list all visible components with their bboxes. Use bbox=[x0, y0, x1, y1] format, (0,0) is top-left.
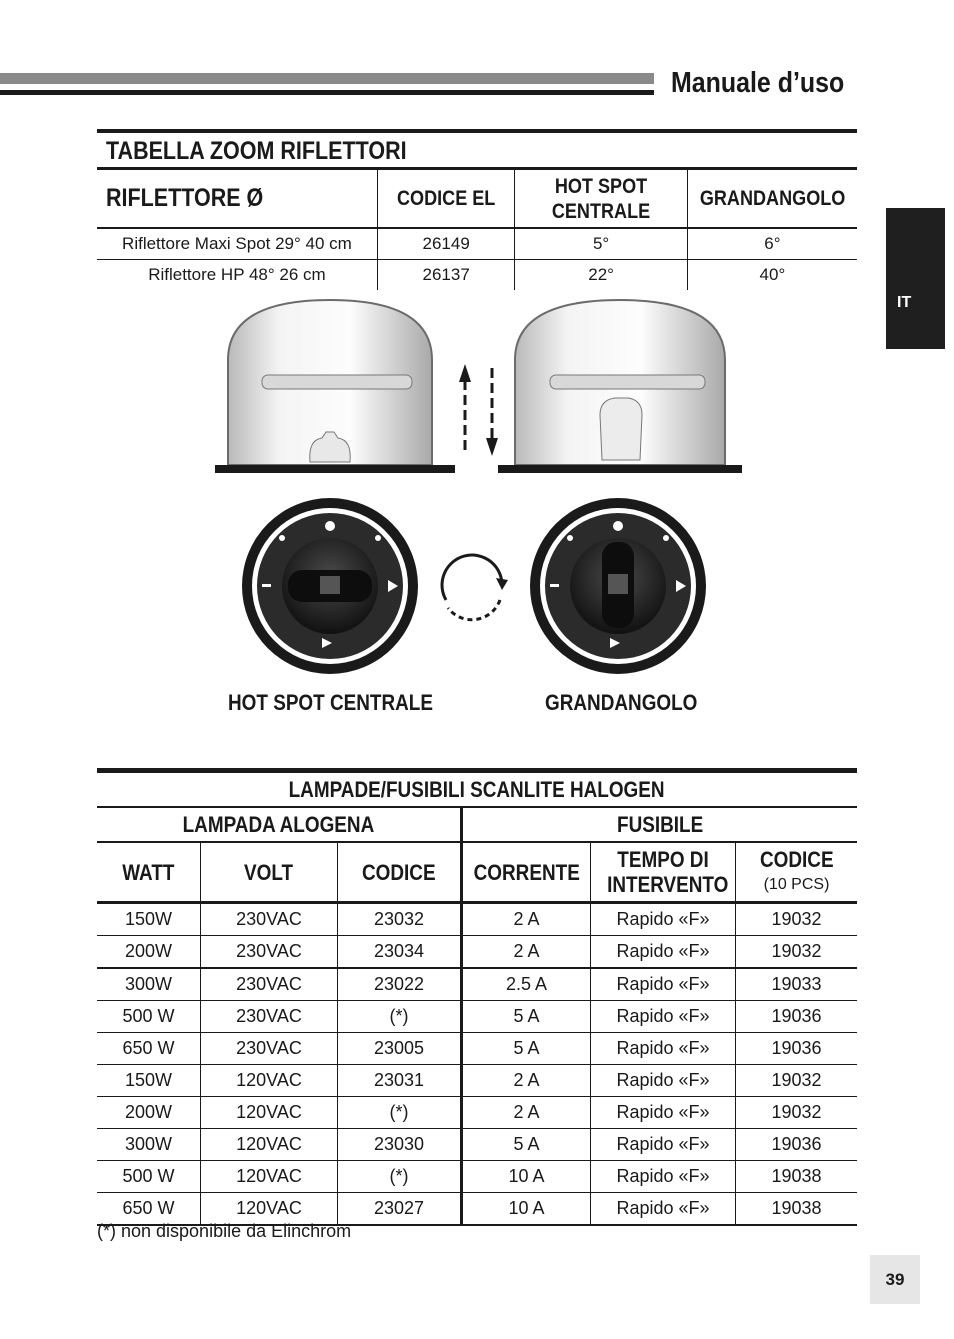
lamp-cell: 23005 bbox=[338, 1033, 462, 1065]
table-row bbox=[97, 904, 857, 936]
rotate-arrows bbox=[442, 555, 508, 620]
lamp-cell: Rapido «F» bbox=[591, 1065, 736, 1097]
lamp-cell: Rapido «F» bbox=[591, 968, 736, 1001]
lamp-cell: 120VAC bbox=[201, 1097, 338, 1129]
lamp-cell: 2.5 A bbox=[462, 968, 591, 1001]
language-tab bbox=[886, 208, 945, 349]
lamp-cell: 120VAC bbox=[201, 1129, 338, 1161]
header-current: CORRENTE bbox=[462, 842, 591, 903]
lamp-cell: 10 A bbox=[462, 1193, 591, 1226]
group-fuse: FUSIBILE bbox=[462, 807, 858, 842]
lamp-cell: 200W bbox=[97, 1097, 201, 1129]
lamp-cell: 23031 bbox=[338, 1065, 462, 1097]
lamp-header-row bbox=[97, 842, 857, 903]
dome-right bbox=[498, 300, 742, 473]
zoom-arrows bbox=[459, 364, 498, 456]
lamp-cell: 23022 bbox=[338, 968, 462, 1001]
lamp-cell: 19033 bbox=[736, 968, 858, 1001]
lamp-cell: 2 A bbox=[462, 936, 591, 969]
lamp-cell: 230VAC bbox=[201, 1001, 338, 1033]
lamp-cell: (*) bbox=[338, 1097, 462, 1129]
header-code: CODICE bbox=[338, 842, 462, 903]
dial-wide bbox=[530, 498, 706, 674]
table-row bbox=[97, 1129, 857, 1161]
lamp-cell: 230VAC bbox=[201, 968, 338, 1001]
lamp-cell: 19032 bbox=[736, 904, 858, 936]
zoom-cell: 22° bbox=[515, 260, 687, 291]
zoom-cell: 26149 bbox=[377, 228, 514, 260]
lamp-cell: 650 W bbox=[97, 1193, 201, 1226]
lamp-cell: 19036 bbox=[736, 1033, 858, 1065]
lamp-cell: 19032 bbox=[736, 1097, 858, 1129]
zoom-header-code: CODICE EL bbox=[377, 170, 514, 228]
zoom-cell: 6° bbox=[687, 228, 857, 260]
zoom-header-wide: GRANDANGOLO bbox=[687, 170, 857, 228]
table-row bbox=[97, 228, 857, 260]
lamp-cell: 300W bbox=[97, 1129, 201, 1161]
table-row bbox=[97, 260, 857, 291]
lamp-cell: 5 A bbox=[462, 1001, 591, 1033]
table-row bbox=[97, 1001, 857, 1033]
zoom-cell: Riflettore Maxi Spot 29° 40 cm bbox=[97, 228, 377, 260]
lamp-fuse-table bbox=[97, 768, 857, 1226]
lamp-cell: Rapido «F» bbox=[591, 904, 736, 936]
zoom-cell: Riflettore HP 48° 26 cm bbox=[148, 265, 326, 284]
header-grey-bar bbox=[0, 73, 654, 84]
table-row bbox=[97, 1065, 857, 1097]
zoom-table-title: TABELLA ZOOM RIFLETTORI bbox=[106, 137, 407, 165]
page-number: 39 bbox=[870, 1255, 920, 1304]
lamp-cell: Rapido «F» bbox=[591, 1033, 736, 1065]
lamp-cell: Rapido «F» bbox=[591, 1161, 736, 1193]
table-row bbox=[97, 936, 857, 969]
lamp-cell: Rapido «F» bbox=[591, 1001, 736, 1033]
reflector-figure bbox=[210, 290, 750, 680]
group-lamp: LAMPADA ALOGENA bbox=[97, 807, 462, 842]
lamp-cell: 300W bbox=[97, 968, 201, 1001]
header-volt: VOLT bbox=[201, 842, 338, 903]
lamp-cell: Rapido «F» bbox=[591, 1129, 736, 1161]
header-watt: WATT bbox=[97, 842, 201, 903]
lamp-table-title: LAMPADE/FUSIBILI SCANLITE HALOGEN bbox=[97, 773, 857, 807]
lamp-cell: 19038 bbox=[736, 1193, 858, 1226]
header-fuse-code: CODICE (10 PCS) bbox=[736, 842, 858, 903]
lamp-cell: (*) bbox=[338, 1161, 462, 1193]
lamp-cell: 230VAC bbox=[201, 936, 338, 969]
page-title: Manuale d’uso bbox=[671, 67, 845, 99]
lamp-cell: 5 A bbox=[462, 1129, 591, 1161]
lamp-cell: 5 A bbox=[462, 1033, 591, 1065]
header-fuse-code-note: (10 PCS) bbox=[763, 876, 830, 893]
lamp-cell: 19032 bbox=[736, 936, 858, 969]
zoom-table bbox=[97, 129, 857, 290]
zoom-cell: 26137 bbox=[377, 260, 514, 291]
lamp-cell: 120VAC bbox=[201, 1161, 338, 1193]
lamp-cell: 19032 bbox=[736, 1065, 858, 1097]
reflector-illustration bbox=[210, 290, 750, 680]
footnote: (*) non disponibile da Elinchrom bbox=[97, 1221, 352, 1241]
lamp-cell: 230VAC bbox=[201, 904, 338, 936]
lamp-cell: Rapido «F» bbox=[591, 1097, 736, 1129]
lamp-cell: 2 A bbox=[462, 904, 591, 936]
lamp-cell: 19038 bbox=[736, 1161, 858, 1193]
lamp-title-row bbox=[97, 773, 857, 807]
header-trip-time: TEMPO DI INTERVENTO bbox=[591, 842, 736, 903]
caption-wide: GRANDANGOLO bbox=[545, 690, 698, 715]
zoom-header-hotspot: HOT SPOT CENTRALE bbox=[515, 170, 687, 228]
zoom-header-row bbox=[97, 170, 857, 228]
dial-hotspot bbox=[242, 498, 418, 674]
table-row bbox=[97, 1097, 857, 1129]
lamp-cell: 120VAC bbox=[201, 1065, 338, 1097]
lamp-cell: 230VAC bbox=[201, 1033, 338, 1065]
table-row bbox=[97, 1033, 857, 1065]
zoom-cell: 5° bbox=[515, 228, 687, 260]
lamp-cell: 2 A bbox=[462, 1065, 591, 1097]
dome-left bbox=[215, 300, 455, 473]
header-black-bar bbox=[0, 90, 654, 95]
lamp-cell: 19036 bbox=[736, 1129, 858, 1161]
lamp-cell: 500 W bbox=[97, 1161, 201, 1193]
language-label: IT bbox=[897, 294, 912, 311]
lamp-cell: Rapido «F» bbox=[591, 936, 736, 969]
lamp-cell: (*) bbox=[338, 1001, 462, 1033]
lamp-cell: 500 W bbox=[97, 1001, 201, 1033]
table-row bbox=[97, 968, 857, 1001]
lamp-cell: 23027 bbox=[338, 1193, 462, 1226]
zoom-cell: 40° bbox=[687, 260, 857, 291]
zoom-header-reflector: RIFLETTORE Ø bbox=[97, 170, 377, 228]
lamp-cell: 200W bbox=[97, 936, 201, 969]
lamp-cell: 650 W bbox=[97, 1033, 201, 1065]
lamp-cell: 150W bbox=[97, 904, 201, 936]
lamp-cell: 150W bbox=[97, 1065, 201, 1097]
lamp-cell: 2 A bbox=[462, 1097, 591, 1129]
table-row bbox=[97, 1161, 857, 1193]
lamp-cell: 23030 bbox=[338, 1129, 462, 1161]
caption-hotspot: HOT SPOT CENTRALE bbox=[228, 690, 433, 715]
lamp-cell: 10 A bbox=[462, 1161, 591, 1193]
lamp-cell: Rapido «F» bbox=[591, 1193, 736, 1226]
lamp-cell: 23034 bbox=[338, 936, 462, 969]
lamp-cell: 120VAC bbox=[201, 1193, 338, 1226]
lamp-group-row bbox=[97, 807, 857, 842]
lamp-cell: 23032 bbox=[338, 904, 462, 936]
lamp-cell: 19036 bbox=[736, 1001, 858, 1033]
